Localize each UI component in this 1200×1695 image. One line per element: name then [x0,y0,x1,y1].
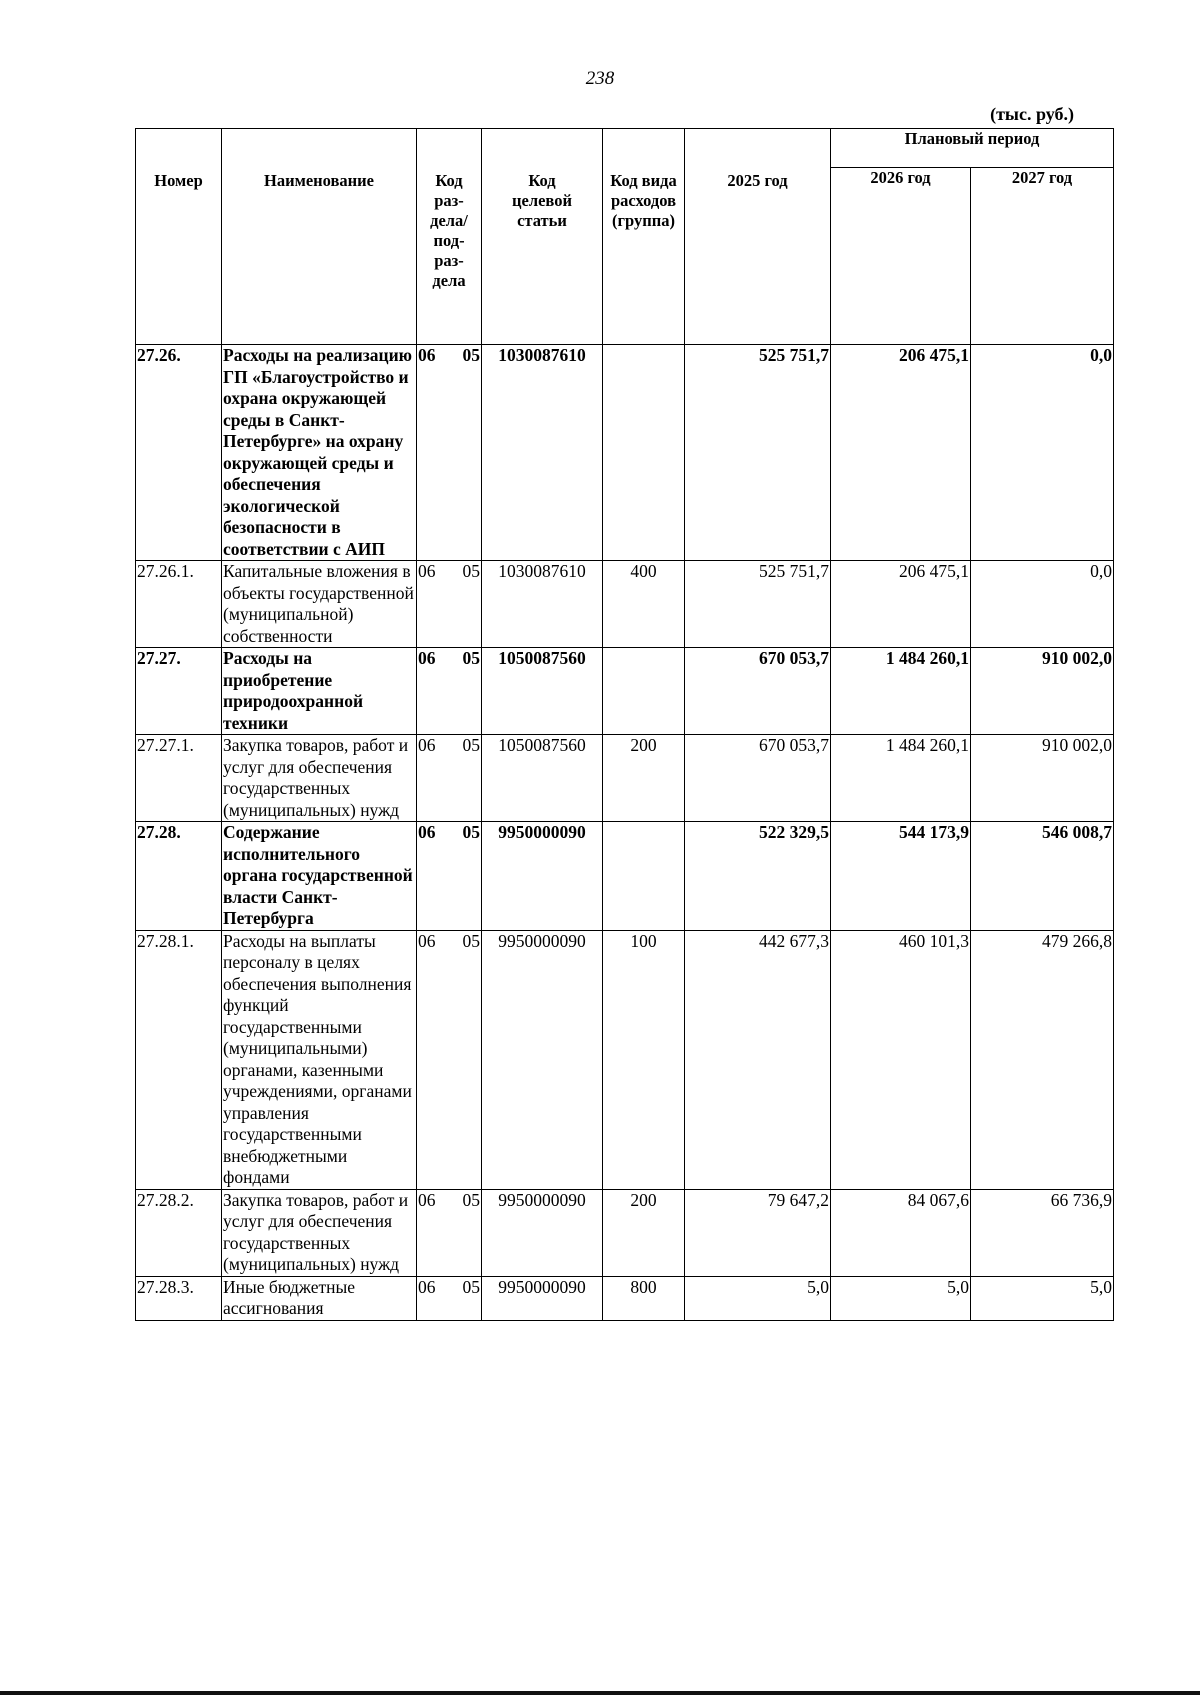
header-2027: 2027 год [971,168,1114,345]
row-subsection: 05 [462,822,480,842]
row-amount-2025: 670 053,7 [685,648,831,735]
table-row [136,648,1114,735]
row-name: Иные бюджетные ассигнования [222,1276,417,1320]
row-name: Содержание исполнительного органа государственной власти Санкт-Петербурга [222,822,417,931]
row-section: 06 [418,345,436,365]
row-name: Расходы на приобретение природоохранной техники [222,648,417,735]
header-section-line: Код [435,171,463,190]
row-section-code [417,1276,482,1320]
row-amount-2026: 5,0 [831,1276,971,1320]
row-amount-2025: 670 053,7 [685,735,831,822]
row-amount-2026: 460 101,3 [831,930,971,1189]
row-amount-2025: 5,0 [685,1276,831,1320]
row-amount-2026: 544 173,9 [831,822,971,931]
row-target-code: 1050087560 [482,735,603,822]
row-subsection: 05 [462,1276,480,1297]
row-amount-2025: 525 751,7 [685,561,831,648]
row-number: 27.26.1. [136,561,222,648]
header-section-line: дела/ [430,211,468,230]
page-number: 238 [585,68,615,89]
row-amount-2026: 1 484 260,1 [831,735,971,822]
row-expense-group: 200 [603,1189,685,1276]
header-section [417,129,482,345]
row-expense-group: 200 [603,735,685,822]
row-section-code [417,561,482,648]
row-expense-group [603,345,685,561]
units-label: (тыс. руб.) [990,104,1074,124]
row-target-code: 9950000090 [482,930,603,1189]
header-target-line: целевой [512,191,572,210]
row-target-code: 9950000090 [482,1189,603,1276]
table-row [136,735,1114,822]
row-amount-2026: 1 484 260,1 [831,648,971,735]
row-subsection: 05 [462,930,480,951]
header-target-line: Код [528,171,556,190]
header-section-line: раз- [434,251,464,270]
row-amount-2027: 5,0 [971,1276,1114,1320]
header-group [603,129,685,345]
row-expense-group [603,822,685,931]
row-section: 06 [418,1189,436,1210]
budget-table [135,128,1114,1321]
header-planned-period: Плановый период [831,129,1114,168]
row-number: 27.28.2. [136,1189,222,1276]
table-row [136,822,1114,931]
row-name: Расходы на реализацию ГП «Благоустройство и охрана окружающей среды в Санкт-Петербурге» на охрану окружающей среды и обеспечения экологической безопасности в соответствии с АИП [222,345,417,561]
table-row [136,345,1114,561]
header-section-line: под- [433,231,465,250]
row-number: 27.27.1. [136,735,222,822]
row-amount-2026: 206 475,1 [831,345,971,561]
row-subsection: 05 [462,648,480,668]
row-expense-group: 100 [603,930,685,1189]
row-expense-group: 800 [603,1276,685,1320]
row-target-code: 1030087610 [482,561,603,648]
header-number: Номер [136,129,222,345]
header-group-line: Код вида [610,171,677,190]
row-amount-2027: 546 008,7 [971,822,1114,931]
scan-edge [0,1691,1200,1695]
row-amount-2027: 0,0 [971,561,1114,648]
header-target-line: статьи [517,211,567,230]
row-amount-2025: 522 329,5 [685,822,831,931]
row-name: Закупка товаров, работ и услуг для обеспечения государственных (муниципальных) нужд [222,1189,417,1276]
row-number: 27.26. [136,345,222,561]
row-amount-2027: 66 736,9 [971,1189,1114,1276]
header-group-line: (группа) [612,211,675,230]
row-subsection: 05 [462,735,480,755]
table-body [136,345,1114,1321]
row-target-code: 9950000090 [482,1276,603,1320]
row-section-code [417,930,482,1189]
row-amount-2027: 910 002,0 [971,735,1114,822]
table-row [136,561,1114,648]
row-section: 06 [418,822,436,842]
table-row [136,930,1114,1189]
row-target-code: 9950000090 [482,822,603,931]
row-expense-group: 400 [603,561,685,648]
row-name: Закупка товаров, работ и услуг для обеспечения государственных (муниципальных) нужд [222,735,417,822]
header-group-line: расходов [610,191,677,210]
row-amount-2027: 0,0 [971,345,1114,561]
row-section: 06 [418,1276,436,1297]
row-amount-2025: 442 677,3 [685,930,831,1189]
row-section: 06 [418,735,436,755]
header-2025: 2025 год [685,129,831,345]
row-name: Капитальные вложения в объекты государственной (муниципальной) собственности [222,561,417,648]
row-number: 27.28.3. [136,1276,222,1320]
table-row [136,1189,1114,1276]
row-number: 27.27. [136,648,222,735]
row-section-code [417,648,482,735]
row-section: 06 [418,930,436,951]
row-target-code: 1050087560 [482,648,603,735]
header-2026: 2026 год [831,168,971,345]
header-target [482,129,603,345]
table-row [136,1276,1114,1320]
row-section-code [417,822,482,931]
row-target-code: 1030087610 [482,345,603,561]
header-section-line: раз- [434,191,464,210]
row-section-code [417,735,482,822]
row-section-code [417,1189,482,1276]
row-subsection: 05 [462,1189,480,1210]
header-section-line: дела [432,271,466,290]
row-name: Расходы на выплаты персоналу в целях обеспечения выполнения функций государственными (муниципальными) органами, казенными учреждениями, органами управления государственными внебюджетными фондами [222,930,417,1189]
row-section: 06 [418,648,436,668]
row-number: 27.28.1. [136,930,222,1189]
row-amount-2027: 910 002,0 [971,648,1114,735]
row-subsection: 05 [462,345,480,365]
row-amount-2026: 206 475,1 [831,561,971,648]
row-section-code [417,345,482,561]
header-name: Наименование [222,129,417,345]
row-amount-2025: 79 647,2 [685,1189,831,1276]
row-amount-2026: 84 067,6 [831,1189,971,1276]
row-amount-2027: 479 266,8 [971,930,1114,1189]
row-amount-2025: 525 751,7 [685,345,831,561]
header-row [136,129,1114,168]
row-expense-group [603,648,685,735]
row-number: 27.28. [136,822,222,931]
row-subsection: 05 [462,561,480,581]
row-section: 06 [418,561,436,581]
